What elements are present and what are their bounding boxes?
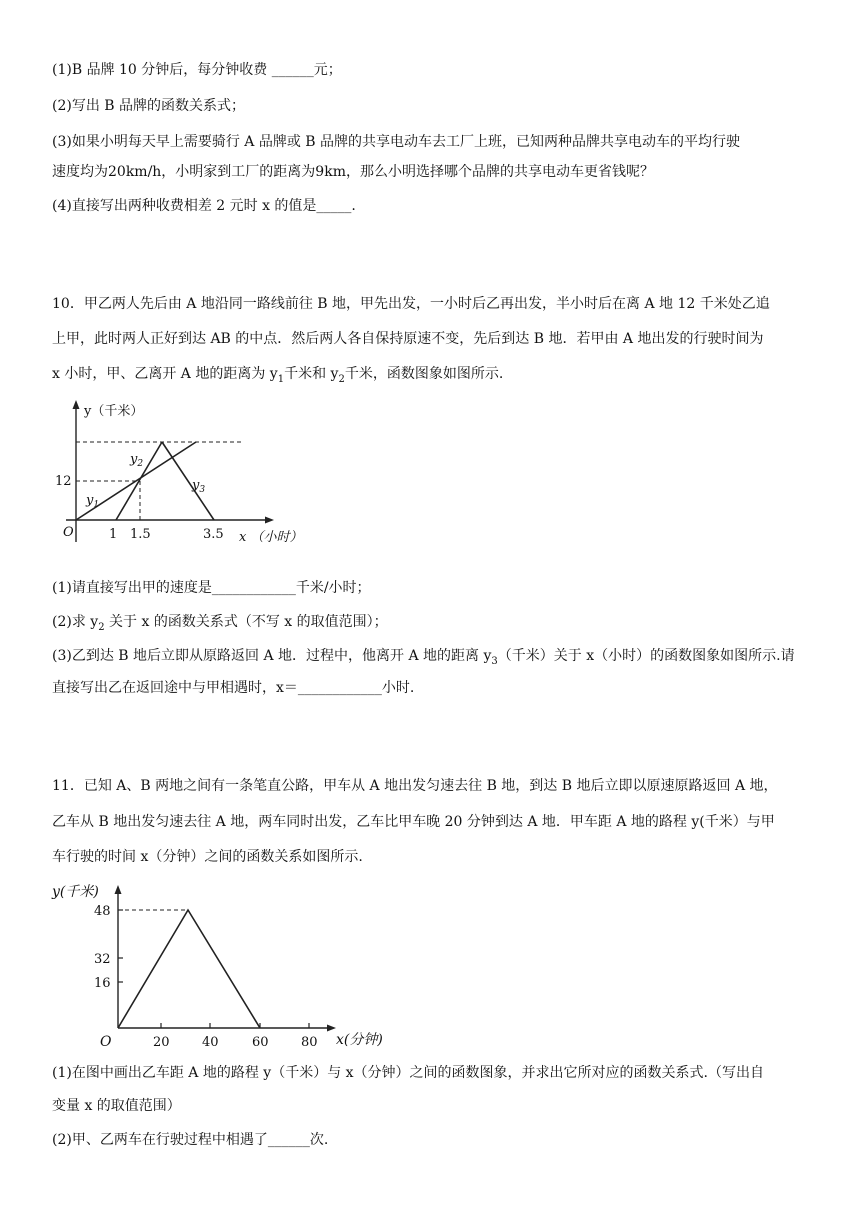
q11-stem-line1: 11．已知 A、B 两地之间有一条笔直公路，甲车从 A 地出发匀速去往 B 地，到达 B 地后立即以原速原路返回 A 地，	[52, 778, 778, 794]
q10-part1: (1)请直接写出甲的速度是____________千米/小时；	[52, 580, 371, 596]
q11-line-jia	[118, 910, 260, 1028]
q11-y-axis-arrow	[115, 885, 122, 894]
q10-origin-label: O	[63, 525, 74, 540]
q10-stem-line1: 10．甲乙两人先后由 A 地沿同一路线前往 B 地，甲先出发，一小时后乙再出发，半小时后在离 A 地 12 千米处乙追	[52, 296, 770, 312]
q10-label-y1: $y_1$	[86, 493, 100, 510]
q11-graph	[50, 876, 390, 1052]
q11-y-tick-16: 16	[94, 976, 111, 991]
q10-y-axis-label: y（千米）	[84, 404, 144, 419]
q11-x-tick-80: 80	[301, 1035, 318, 1050]
q11-y-tick-32: 32	[94, 952, 111, 967]
q10-part3-line1: (3)乙到达 B 地后立即从原路返回 A 地．过程中，他离开 A 地的距离 $y_3$（千米）关于 x（小时）的函数图象如图所示.请	[52, 648, 795, 667]
q10-line-y3	[162, 442, 214, 520]
q10-part3-line2: 直接写出乙在返回途中与甲相遇时，x＝____________小时.	[52, 680, 415, 696]
q10-graph	[48, 396, 318, 550]
q11-stem-line2: 乙车从 B 地出发匀速去往 A 地，两车同时出发，乙车比甲车晚 20 分钟到达 A 地．甲车距 A 地的路程 y(千米）与甲	[52, 814, 775, 830]
q9-part3-line1: (3)如果小明每天早上需要骑行 A 品牌或 B 品牌的共享电动车去工厂上班，已知两种品牌共享电动车的平均行驶	[52, 134, 741, 150]
q10-stem-line3: x 小时，甲、乙离开 A 地的距离为 $y_1$千米和 $y_2$千米，函数图象如图所示.	[52, 366, 504, 385]
q11-y-axis-label: y(千米)	[52, 884, 99, 900]
q11-stem-line3: 车行驶的时间 x（分钟）之间的函数关系如图所示.	[52, 849, 363, 865]
q11-x-tick-40: 40	[202, 1035, 219, 1050]
q10-x-axis-arrow	[265, 517, 274, 524]
q9-part2: (2)写出 B 品牌的函数关系式；	[52, 98, 246, 114]
q11-x-axis-label: x(分钟)	[336, 1032, 383, 1048]
q10-stem-line2: 上甲，此时两人正好到达 AB 的中点．然后两人各自保持原速不变，先后到达 B 地．若甲由 A 地出发的行驶时间为	[52, 331, 764, 347]
q11-part1-line1: (1)在图中画出乙车距 A 地的路程 y（千米）与 x（分钟）之间的函数图象，并求出它所对应的函数关系式.（写出自	[52, 1065, 764, 1081]
q10-x-tick-1.5: 1.5	[130, 527, 151, 542]
q10-y-tick-12: 12	[55, 474, 72, 489]
q11-x-axis-arrow	[327, 1025, 336, 1032]
q10-y-axis-arrow	[73, 400, 80, 409]
q11-origin-label: O	[100, 1034, 112, 1050]
q11-part2: (2)甲、乙两车在行驶过程中相遇了______次.	[52, 1132, 329, 1148]
q10-part2: (2)求 $y_2$ 关于 x 的函数关系式（不写 x 的取值范围）；	[52, 614, 388, 633]
q9-part1: (1)B 品牌 10 分钟后，每分钟收费 ______元；	[52, 62, 342, 78]
q11-x-tick-60: 60	[252, 1035, 269, 1050]
q10-label-y3: $y_3$	[192, 478, 206, 495]
q10-label-y2: $y_2$	[130, 452, 144, 469]
q10-x-tick-1: 1	[109, 527, 118, 542]
q9-part3-line2: 速度均为20km/h，小明家到工厂的距离为9km，那么小明选择哪个品牌的共享电动车更省钱呢？	[52, 164, 654, 180]
q11-y-tick-48: 48	[94, 904, 111, 919]
q11-part1-line2: 变量 x 的取值范围）	[52, 1098, 181, 1114]
q10-x-axis-label: x （小时）	[239, 530, 303, 545]
q10-line-y2	[116, 442, 162, 520]
q9-part4: (4)直接写出两种收费相差 2 元时 x 的值是_____.	[52, 198, 356, 214]
q10-x-tick-3.5: 3.5	[203, 527, 224, 542]
q11-x-tick-20: 20	[153, 1035, 170, 1050]
